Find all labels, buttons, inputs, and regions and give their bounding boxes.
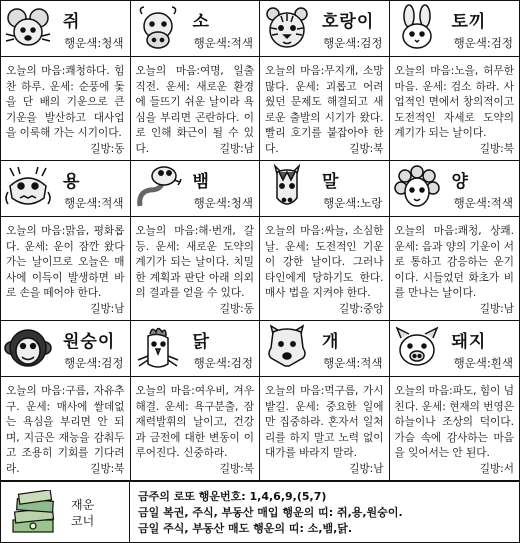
fortune-body: 오늘의 마음:여우비, 겨우 해결. 운세: 욕구분출, 잠재력발휘의 날이고, 건강과 금전에 대한 변동이 이루어진다. 신중하라. [135, 385, 254, 460]
zodiac-name: 뱀 [192, 172, 210, 192]
rooster-icon [134, 324, 182, 372]
zodiac-cell-monkey [1, 321, 131, 481]
lucky-color: 행운색:적색 [64, 196, 124, 210]
fortune-body: 오늘의 마음:해·번개, 갈등. 운세: 새로운 도약의 계기가 되는 날이다. 치밀한 계획과 판단 아래 의외의 결과를 얻을 수 있다. [135, 225, 254, 300]
zodiac-cell-sheep [390, 161, 520, 321]
zodiac-cell-rooster [131, 321, 261, 481]
zodiac-name: 닭 [192, 332, 210, 352]
zodiac-header [1, 1, 130, 57]
lucky-direction: 길방:서 [479, 462, 514, 475]
fortune-body: 오늘의 마음:여명, 일출 직전. 운세: 새로운 환경에 들뜨기 쉬운 날이라 욕심을 부리면 곤란하다. 이로 인해 화근이 될 수 있다. [135, 65, 254, 155]
lucky-direction: 길방:동 [219, 302, 254, 315]
zodiac-name: 쥐 [63, 12, 81, 32]
zodiac-cell-dog [260, 321, 390, 481]
zodiac-header [390, 161, 520, 217]
dog-icon [263, 324, 311, 372]
zodiac-header [131, 161, 260, 217]
dragon-icon [4, 164, 52, 212]
rabbit-icon [393, 4, 441, 52]
lotto-sell-signs: 금일 주식, 부동산 매도 행운의 띠: 소,뱀,닭. [138, 522, 353, 535]
fortune-text [265, 224, 384, 318]
zodiac-cell-horse [260, 161, 390, 321]
lucky-color: 행운색:적색 [193, 36, 253, 50]
zodiac-header [1, 161, 130, 217]
lucky-direction: 길방:남 [349, 462, 384, 475]
lucky-direction: 길방:동 [90, 142, 125, 155]
lucky-direction: 길방:남 [90, 302, 125, 315]
fortune-text [395, 224, 515, 318]
fortune-text [6, 224, 125, 318]
money-stack-icon [9, 490, 57, 536]
rat-icon [4, 4, 52, 52]
zodiac-name: 호랑이 [322, 12, 375, 32]
lucky-color: 행운색:노랑 [323, 196, 383, 210]
zodiac-cell-rat [1, 1, 131, 161]
ox-icon [134, 4, 182, 52]
fortune-body: 오늘의 마음:파도, 힘이 넘친다. 운세: 현재의 번영은 하늘이나 조상의 덕이다. 가슴 속에 감사하는 마음을 잊어서는 안 된다. [394, 385, 514, 460]
fortune-text [395, 384, 515, 478]
lucky-direction: 길방:북 [219, 462, 254, 475]
fortune-text [265, 64, 384, 158]
fortune-text [136, 64, 255, 158]
fortune-body: 오늘의 마음:먹구름, 가시밭길. 운세: 중요한 일에만 집중하라. 혼자서 일처리를 하지 말고 노력 없이 대가를 바라지 말라. [265, 385, 384, 460]
zodiac-header [131, 1, 260, 57]
horse-icon [263, 164, 311, 212]
fortune-body: 오늘의 마음:무지개, 소망 많다. 운세: 괴롭고 어려웠던 문제도 해결되고 새로운 출발의 시기가 왔다. 빨리 호기를 붙잡아야 한다. [265, 65, 384, 155]
zodiac-header [260, 321, 389, 377]
sheep-icon [393, 164, 441, 212]
lucky-color: 행운색:청색 [193, 196, 253, 210]
fortune-text [6, 384, 125, 478]
lucky-direction: 길방:북 [90, 462, 125, 475]
zodiac-cell-dragon [1, 161, 131, 321]
lucky-color: 행운색:청색 [64, 36, 124, 50]
zodiac-cell-rabbit [390, 1, 520, 161]
zodiac-name: 돼지 [451, 332, 487, 352]
lucky-color: 행운색:검정 [323, 36, 383, 50]
fortune-text [395, 64, 515, 158]
lucky-color: 행운색:적색 [323, 356, 383, 370]
zodiac-cell-ox [131, 1, 261, 161]
lucky-direction: 길방:북 [349, 142, 384, 155]
zodiac-name: 양 [451, 172, 469, 192]
zodiac-cell-tiger [260, 1, 390, 161]
zodiac-header [131, 321, 260, 377]
fortune-text [136, 224, 255, 318]
zodiac-name: 말 [322, 172, 340, 192]
fortune-text [6, 64, 125, 158]
zodiac-header [260, 1, 389, 57]
zodiac-name: 소 [192, 12, 210, 32]
lucky-direction: 길방:중앙 [338, 302, 384, 315]
fortune-body: 오늘의 마음:쾌청, 상쾌. 운세: 음과 양의 기운이 서로 통하고 감응하는 운기이다. 시들었던 화초가 비를 만나는 날이다. [394, 225, 514, 300]
zodiac-name: 용 [63, 172, 81, 192]
zodiac-name: 원숭이 [63, 332, 116, 352]
lotto-numbers: 금주의 로또 행운번호: 1,4,6,9,(5,7) [138, 490, 327, 503]
zodiac-grid [1, 1, 519, 481]
zodiac-header [260, 161, 389, 217]
fortune-body: 오늘의 마음:구름, 자유추구. 운세: 매사에 쌀데없는 욕심을 부리면 안 되며, 지금은 재능을 감춰두고 조용히 기회를 기다려라. [6, 385, 125, 475]
lucky-color: 행운색:검정 [453, 36, 513, 50]
lucky-color: 행운색:흰색 [453, 356, 513, 370]
lotto-info [138, 489, 515, 537]
fortune-body: 오늘의 마음:쾌청하다. 힘찬 하루. 운세: 순풍에 돛을 단 배의 기운으로 큰 기운을 발산하고 대사업을 이룩해 가는 시기이다. [6, 65, 125, 140]
fortune-body: 오늘의 마음:노을, 허무한 마음. 운세: 검소 하라. 사업적인 면에서 창의적이고 도전적인 자세로 도약의 계기가 되는 날이다. [394, 65, 514, 140]
fortune-text [265, 384, 384, 478]
lotto-section [1, 481, 519, 543]
zodiac-name: 개 [322, 332, 340, 352]
lucky-direction: 길방:북 [479, 142, 514, 155]
money-corner [1, 482, 130, 543]
monkey-icon [4, 324, 52, 372]
zodiac-header [390, 321, 520, 377]
lucky-color: 행운색:검정 [64, 356, 124, 370]
zodiac-cell-snake [131, 161, 261, 321]
lucky-color: 행운색:적색 [453, 196, 513, 210]
snake-icon [134, 164, 182, 212]
zodiac-header [1, 321, 130, 377]
lucky-direction: 길방:남 [479, 302, 514, 315]
fortune-body: 오늘의 마음:싸늘, 소심한 날. 운세: 도전적인 기운이 강한 날이다. 그러나 타인에게 당하기도 한다. 매사 법을 지켜야 한다. [265, 225, 384, 300]
zodiac-header [390, 1, 520, 57]
fortune-body: 오늘의 마음:맑음, 평화롭다. 운세: 운이 잠깐 왔다가는 날이므로 오늘은 매사에 이득이 발생하면 바로 손을 떼어야 한다. [6, 225, 125, 300]
fortune-text [136, 384, 255, 478]
zodiac-cell-pig [390, 321, 520, 481]
lucky-color: 행운색:검정 [193, 356, 253, 370]
zodiac-name: 토끼 [451, 12, 487, 32]
tiger-icon [263, 4, 311, 52]
pig-icon [393, 324, 441, 372]
lotto-buy-signs: 금일 복권, 주식, 부동산 매입 행운의 띠: 쥐,용,원숭이. [138, 506, 403, 519]
lucky-direction: 길방:남 [219, 142, 254, 155]
money-corner-label: 재운 코너 [71, 498, 95, 528]
